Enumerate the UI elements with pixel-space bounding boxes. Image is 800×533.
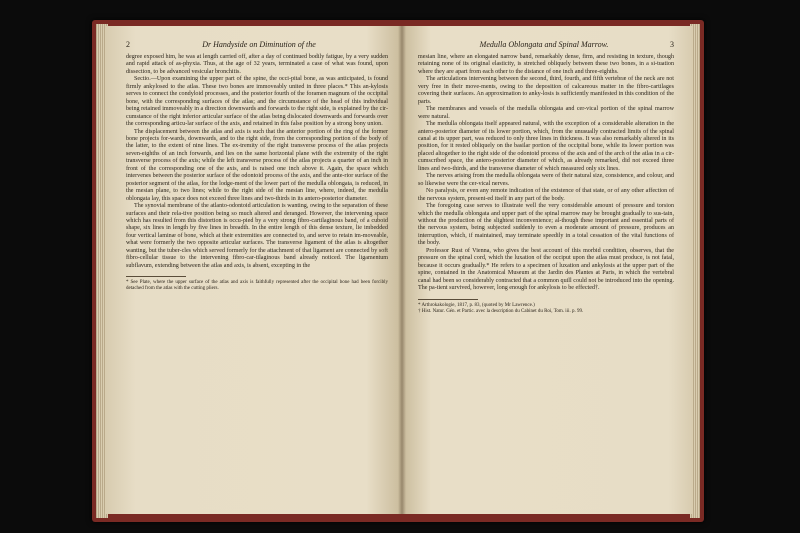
right-footnotes bbox=[418, 303, 674, 315]
right-paragraph: The medulla oblongata itself appeared natural, with the exception of a considerable alteration in the antero-posterior diameter of its lower portion, which, from the unusually contracted limits of the spinal canal at its upper part, was reduced to only three lines in thickness. It was also remarkably altered in its position, for it rested obliquely on the basilar portion of the occipital bone, while its lower portion was placed altogether to the right side of the odontoid process of the axis and of the arch of the atlas in a cir-cumscribed space, the antero-posterior diameter of which, as already remarked, did not exceed three lines and two-thirds, and the transverse diameter of which measured only six lines. bbox=[418, 121, 674, 172]
footnote: * See Plate, where the upper surface of the atlas and axis is faithfully represented after the occipital bone had been forcibly detached from the atlas with the cutting pliers. bbox=[126, 280, 388, 292]
footnote-rule bbox=[126, 276, 186, 277]
left-page-body bbox=[126, 54, 388, 270]
right-page bbox=[402, 26, 692, 514]
left-page-header bbox=[126, 40, 388, 49]
left-running-head: Dr Handyside on Diminution of the bbox=[202, 40, 316, 49]
right-running-head: Medulla Oblongata and Spinal Marrow. bbox=[479, 40, 609, 49]
right-page-header bbox=[418, 40, 674, 49]
left-paragraph: degree exposed him, he was at length carried off, after a day of continued bodily fatigue, by a very sudden and rapid attack of as-phyxia. Thus, at the age of 32 years, terminated a case of what was found, upon dissection, to be advanced vesicular bronchitis. bbox=[126, 54, 388, 75]
left-footnotes bbox=[126, 280, 388, 292]
right-paragraph: The membranes and vessels of the medulla oblongata and cer-vical portion of the spinal marrow were natural. bbox=[418, 106, 674, 120]
right-paragraph: No paralysis, or even any remote indication of the existence of that state, or of any other affection of the nervous system, present-ed itself in any part of the body. bbox=[418, 188, 674, 202]
right-paragraph: The articulations intervening between the second, third, fourth, and fifth vertebræ of the neck are not very free in their move-ments, owing to the deposition of calcareous matter in the fibro-cartilages covering their surfaces. An approximation to anky-losis is sufficiently manifested in this condition of the parts. bbox=[418, 76, 674, 105]
book-gutter bbox=[398, 26, 406, 514]
right-paragraph: Professor Rust of Vienna, who gives the best account of this morbid condition, observes, that the pressure on the spinal cord, which the luxation of the occiput upon the atlas must produce, is not fatal, because it occurs gradually.* He refers to a specimen of luxation and ankylosis at the upper part of the spine, contained in the Anatomical Museum at the Jardin des Plantes at Paris, in which the vertebral canal had been so considerably contracted that a common quill could not be introduced into the opening. The pa-tient survived, however, long enough for ankylosis to be effected†. bbox=[418, 247, 674, 292]
right-paragraph: The nerves arising from the medulla oblongata were of their natural size, consistence, and colour, and so likewise were the cer-vical nerves. bbox=[418, 173, 674, 187]
footnote-rule bbox=[418, 299, 478, 300]
right-paragraph: mesian line, where an elongated narrow band, remarkably dense, firm, and resisting in texture, though retaining none of its original elasticity, is stretched obliquely between these two bones, in a si-tuation where they are apart from each other to the distance of one inch and three-eighths. bbox=[418, 54, 674, 75]
left-page-number: 2 bbox=[126, 40, 130, 49]
right-page-number: 3 bbox=[669, 40, 674, 49]
left-paragraph: Sectio.—Upon examining the upper part of the spine, the occi-pital bone, as was anticipated, is found firmly ankylosed to the atlas. These two bones are immoveably united in three places.* This an-kylosis serves to connect the condyloid processes, and the posterior fourth of the foramen magnum of the occipital bone, with the corresponding surfaces of the atlas; and the circumstance of the head of this individual being retained immoveably in a direction downwards and forwards to the right side, is explained by the cir-cumstance of the right inferior articular surface of the atlas being dislocated downwards and forwards over the corresponding articu-lar surface of the axis, and retained in this false position by a strong bony union. bbox=[126, 76, 388, 128]
left-page bbox=[106, 26, 402, 514]
left-paragraph: The displacement between the atlas and axis is such that the anterior portion of the ring of the former bone projects for-wards, downwards, and to the right side, from the corresponding portion of the body of the latter, to the extent of nine lines. The ex-tremity of the right transverse process of the atlas projects seven-eighths of an inch forwards, and lies on the same horizontal plane with the extremity of the right transverse process of the axis; while the left transverse process of the atlas projects a quarter of an inch in front of the corresponding one of the axis, and is raised one inch above it. Again, the space which intervenes between the posterior surface of the odontoid process of the axis, and the ante-rior surface of the posterior segment of the atlas, for the lodge-ment of the lower part of the medulla oblongata, is reduced, in the mesian plane, to two lines; while to the right side of the mesian line, where, indeed, the medulla oblongata lay, this space does not exceed three lines and two-thirds in its antero-posterior diameter. bbox=[126, 128, 388, 202]
left-paragraph: The synovial membrane of the atlanto-odontoid articulation is wanting, owing to the separation of these surfaces and their rela-tive position being so much altered and deranged. However, the intervening space which has resulted from this distortion is occu-pied by a very strong fibro-cartilaginous band, of a cuboid shape, six lines in length by five lines in breadth. In the entire length of this dense texture, lie imbedded four vertical laminæ of bone, which at their extremities are connected to, and serve to retain im-moveable, what were formerly the two opposite articular surfaces. The transverse ligament of the atlas is altogether wanting, but the tuber-cles which served formerly for the attachment of that ligament are connected by soft fibro-cellular tissue to the intervening fibro-car-tilaginous band already noticed. The ligamentum subflavum, extending between the atlas and axis, is absent, excepting in the bbox=[126, 203, 388, 269]
right-paragraph: The foregoing case serves to illustrate well the very considerable amount of pressure and torsion which the medulla oblongata and upper part of the spinal marrow may be brought gradually to sus-tain, without the production of the slightest inconvenience; al-though these important and essential parts of the nervous system, being subjected suddenly to even a moderate amount of pressure, produces an interruption, which, if maintained, may terminate speedily in a total cessation of the vital functions of the body. bbox=[418, 203, 674, 247]
footnote: * Arthrokakologie, 1817, p. 83, (quoted by Mr Lawrence.) bbox=[418, 302, 535, 308]
right-page-body bbox=[418, 54, 674, 293]
footnote: † Hist. Natur. Gén. et Partic. avec la description du Cabinet du Roi, Tom. iii. p. 99. bbox=[418, 308, 584, 314]
